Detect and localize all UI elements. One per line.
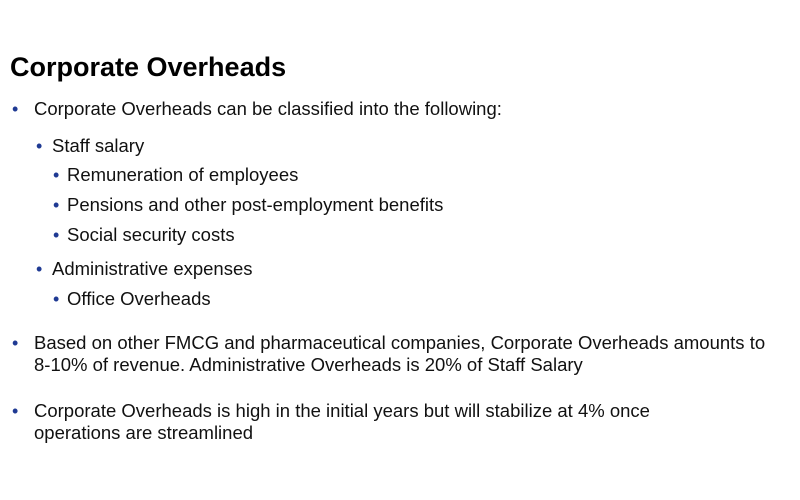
bullet-icon: •	[53, 225, 60, 245]
bullet-item	[53, 194, 773, 216]
bullet-icon: •	[12, 99, 19, 119]
bullet-item	[36, 258, 776, 280]
bullet-text: Based on other FMCG and pharmaceutical companies, Corporate Overheads amounts to 8-10% of revenue. Administrative Overheads is 20% of Staff Salary	[34, 332, 766, 375]
bullet-text: Corporate Overheads can be classified into the following:	[34, 98, 502, 119]
bullet-item	[53, 164, 773, 186]
bullet-text: Corporate Overheads is high in the initial years but will stabilize at 4% once operations are streamlined	[34, 400, 650, 443]
bullet-item	[53, 288, 773, 310]
bullet-item	[36, 135, 776, 157]
bullet-text: Office Overheads	[67, 288, 211, 309]
bullet-item	[12, 332, 772, 376]
bullet-text: Staff salary	[52, 135, 145, 156]
bullet-icon: •	[36, 259, 43, 279]
bullet-icon: •	[53, 289, 60, 309]
bullet-text: Administrative expenses	[52, 258, 253, 279]
bullet-icon: •	[12, 401, 19, 421]
slide-title: Corporate Overheads	[10, 52, 287, 82]
bullet-icon: •	[36, 136, 43, 156]
bullet-icon: •	[53, 195, 60, 215]
bullet-text: Remuneration of employees	[67, 164, 299, 185]
bullet-text: Pensions and other post-employment benefits	[67, 194, 444, 215]
bullet-icon: •	[53, 165, 60, 185]
bullet-item	[12, 98, 782, 120]
bullet-icon: •	[12, 333, 19, 353]
bullet-text: Social security costs	[67, 224, 235, 245]
bullet-item	[53, 224, 773, 246]
bullet-item	[12, 400, 732, 444]
